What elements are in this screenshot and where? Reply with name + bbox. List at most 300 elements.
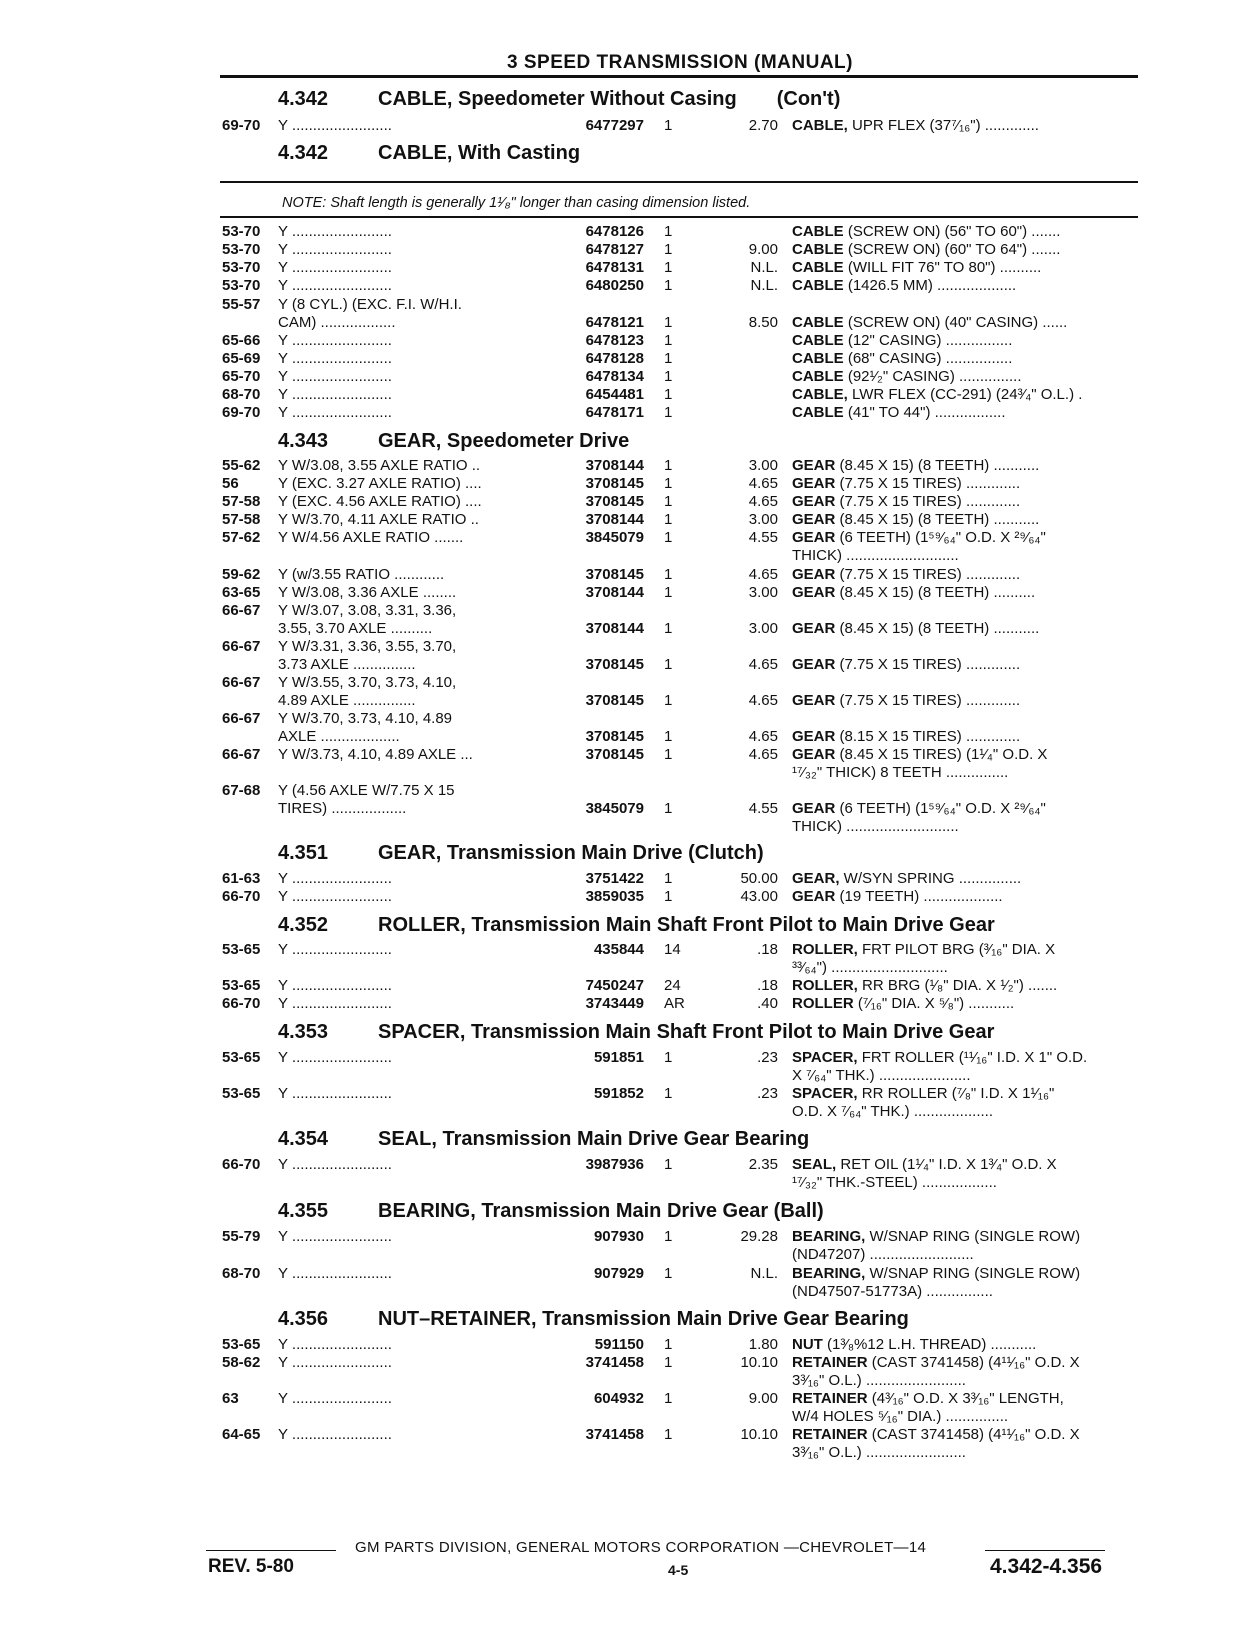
section-title: BEARING, Transmission Main Drive Gear (Ball) [378,1200,824,1222]
table-row [0,977,1248,995]
part-detail: UPR FLEX (37⁷⁄₁₆") ............. [847,117,1039,134]
part-description [792,959,1142,977]
part-detail: (6 TEETH) (1⁵⁹⁄₆₄" O.D. X ²⁹⁄₆₄" [835,529,1046,546]
part-number: 3708144 [585,511,644,528]
application: Y ........................ [278,870,392,887]
part-detail: W/SYN SPRING ............... [839,870,1022,887]
model-years: 55-79 [222,1228,261,1245]
table-row [0,1354,1248,1372]
table-row [0,728,1248,746]
part-name: GEAR [792,656,836,673]
section-heading [278,1308,909,1331]
application: Y W/3.31, 3.36, 3.55, 3.70, [278,638,457,655]
part-name: CABLE [792,223,844,240]
part-detail: (⁷⁄₁₆" DIA. X ⁵⁄₈") ........... [853,995,1015,1012]
application: TIRES) .................. [278,800,407,817]
part-description [792,584,1142,602]
section-title: ROLLER, Transmission Main Shaft Front Pilot to Main Drive Gear [378,914,995,936]
table-row [0,529,1248,547]
quantity: 1 [664,1265,673,1282]
application: Y (4.56 AXLE W/7.75 X 15 [278,782,455,799]
part-name: CABLE [792,332,844,349]
table-row [0,457,1248,475]
part-description [792,1156,1142,1174]
table-row [0,656,1248,674]
model-years: 57-62 [222,529,261,546]
quantity: AR [664,995,685,1012]
part-number: 3743449 [585,995,644,1012]
part-detail: (WILL FIT 76" TO 80") .......... [843,259,1042,276]
application: 3.73 AXLE ............... [278,656,416,673]
table-row [0,818,1248,836]
part-number: 6480250 [585,277,644,294]
model-years: 53-65 [222,1336,261,1353]
part-description [792,941,1142,959]
part-description [792,529,1142,547]
table-row [0,404,1248,422]
footer-rule-right [985,1550,1105,1551]
part-description [792,117,1142,135]
footer-page-number: 4-5 [668,1562,689,1578]
model-years: 53-70 [222,223,261,240]
price: 8.50 [748,314,778,331]
application: Y (w/3.55 RATIO ............ [278,566,445,583]
part-description [792,350,1142,368]
section-title: NUT–RETAINER, Transmission Main Drive Gear Bearing [378,1308,909,1330]
section-heading [278,88,840,111]
part-description [792,314,1142,332]
part-name: GEAR [792,457,836,474]
part-description [792,620,1142,638]
part-detail: (8.45 X 15 TIRES) (1¹⁄₄" O.D. X [835,746,1048,763]
price: N.L. [750,277,778,294]
footer-corp: GM PARTS DIVISION, GENERAL MOTORS CORPORATION —CHEVROLET—14 [355,1539,927,1556]
part-detail: 3³⁄₁₆" O.L.) ........................ [792,1444,966,1461]
application: AXLE ................... [278,728,400,745]
part-detail: (CAST 3741458) (4¹¹⁄₁₆" O.D. X [867,1354,1080,1371]
section-title: CABLE, With Casting [378,142,581,164]
model-years: 63 [222,1390,239,1407]
footer-rule-left [206,1550,336,1551]
part-number: 3708145 [585,493,644,510]
application: Y ........................ [278,1228,392,1245]
part-name: ROLLER [792,995,854,1012]
quantity: 1 [664,888,673,905]
part-description [792,566,1142,584]
application: Y ........................ [278,1156,392,1173]
part-detail: RR BRG (¹⁄₈" DIA. X ¹⁄₂") ....... [857,977,1058,994]
application: Y W/3.08, 3.36 AXLE ........ [278,584,457,601]
application: Y ........................ [278,1354,392,1371]
quantity: 1 [664,620,673,637]
table-row [0,475,1248,493]
section-title: CABLE, Speedometer Without Casing [378,88,737,110]
part-name: CABLE, [792,386,848,403]
shaft-length-note: NOTE: Shaft length is generally 1¹⁄₈" longer than casing dimension listed. [282,195,751,211]
part-description [792,692,1142,710]
application: Y (8 CYL.) (EXC. F.I. W/H.I. [278,296,462,313]
part-detail: (7.75 X 15 TIRES) ............. [835,475,1021,492]
price: 10.10 [740,1426,778,1443]
table-row [0,1408,1248,1426]
part-name: GEAR [792,511,836,528]
section-heading [278,1021,994,1044]
model-years: 68-70 [222,386,261,403]
part-name: CABLE, [792,117,848,134]
price: .23 [757,1085,778,1102]
model-years: 53-70 [222,259,261,276]
price: 4.65 [748,493,778,510]
part-description [792,475,1142,493]
part-number: 591150 [594,1336,644,1353]
table-row [0,332,1248,350]
part-number: 3708145 [585,746,644,763]
part-description [792,1408,1142,1426]
part-name: GEAR [792,584,836,601]
part-name: GEAR, [792,870,840,887]
quantity: 1 [664,259,673,276]
quantity: 14 [664,941,681,958]
part-number: 3845079 [585,800,644,817]
part-detail: FRT ROLLER (¹¹⁄₁₆" I.D. X 1" O.D. [857,1049,1088,1066]
table-row [0,764,1248,782]
price: 4.65 [748,746,778,763]
part-detail: (SCREW ON) (60" TO 64") ....... [843,241,1061,258]
part-number: 3708145 [585,728,644,745]
model-years: 65-66 [222,332,261,349]
part-detail: THICK) ........................... [792,547,959,564]
part-detail: (12" CASING) ................ [843,332,1013,349]
part-description [792,728,1142,746]
part-number: 3708145 [585,475,644,492]
part-name: CABLE [792,368,844,385]
part-description [792,656,1142,674]
table-row [0,995,1248,1013]
note-rule-top [220,181,1138,183]
part-detail: (19 TEETH) ................... [835,888,1003,905]
part-detail: (8.45 X 15) (8 TEETH) ........... [835,620,1040,637]
price: 4.55 [748,529,778,546]
model-years: 53-70 [222,241,261,258]
part-name: CABLE [792,277,844,294]
note-rule-bottom [220,216,1138,218]
application: Y ........................ [278,888,392,905]
part-description [792,746,1142,764]
part-description [792,547,1142,565]
price: 3.00 [748,584,778,601]
part-number: 6478128 [585,350,644,367]
quantity: 1 [664,1426,673,1443]
application: 4.89 AXLE ............... [278,692,416,709]
table-row [0,638,1248,656]
part-description [792,1390,1142,1408]
part-number: 3708144 [585,584,644,601]
section-number: 4.342 [278,142,329,164]
price: 10.10 [740,1354,778,1371]
section-number: 4.353 [278,1021,329,1043]
application: Y ........................ [278,1390,392,1407]
table-row [0,1426,1248,1444]
table-row [0,1085,1248,1103]
table-row [0,1265,1248,1283]
application: Y W/3.70, 4.11 AXLE RATIO .. [278,511,479,528]
part-description [792,1174,1142,1192]
part-number: 435844 [593,941,644,958]
part-detail: (68" CASING) ................ [843,350,1013,367]
part-detail: LWR FLEX (CC-291) (24³⁄₄" O.L.) . [847,386,1083,403]
table-row [0,746,1248,764]
part-description [792,223,1142,241]
part-detail: ¹⁷⁄₃₂" THK.-STEEL) .................. [792,1174,997,1191]
price: 9.00 [748,1390,778,1407]
part-description [792,1444,1142,1462]
application: Y W/3.73, 4.10, 4.89 AXLE ... [278,746,473,763]
table-row [0,1228,1248,1246]
table-row [0,602,1248,620]
section-title: SPACER, Transmission Main Shaft Front Pilot to Main Drive Gear [378,1021,995,1043]
part-name: GEAR [792,692,836,709]
footer-section-range: 4.342-4.356 [990,1555,1103,1578]
part-number: 591851 [593,1049,644,1066]
table-row [0,888,1248,906]
table-row [0,296,1248,314]
part-description [792,764,1142,782]
application: Y ........................ [278,1265,392,1282]
model-years: 69-70 [222,117,261,134]
price: 29.28 [740,1228,778,1245]
table-row [0,941,1248,959]
model-years: 64-65 [222,1426,261,1443]
part-name: RETAINER [792,1426,868,1443]
price: 50.00 [740,870,778,887]
part-number: 3708144 [585,620,644,637]
section-number: 4.352 [278,914,329,936]
part-detail: (8.45 X 15) (8 TEETH) ........... [835,511,1040,528]
section-number: 4.351 [278,842,329,864]
part-detail: (7.75 X 15 TIRES) ............. [835,493,1021,510]
application: Y ........................ [278,995,392,1012]
part-detail: W/SNAP RING (SINGLE ROW) [865,1265,1081,1282]
table-row [0,959,1248,977]
table-row [0,117,1248,135]
price: 43.00 [740,888,778,905]
part-number: 6478171 [585,404,644,421]
part-number: 604932 [593,1390,644,1407]
part-number: 6478127 [585,241,644,258]
quantity: 1 [664,241,673,258]
table-row [0,511,1248,529]
quantity: 1 [664,656,673,673]
part-description [792,818,1142,836]
application: Y ........................ [278,1085,392,1102]
quantity: 1 [664,475,673,492]
quantity: 1 [664,511,673,528]
section-continued: (Con't) [776,88,841,110]
price: 3.00 [748,511,778,528]
table-row [0,1246,1248,1264]
quantity: 1 [664,746,673,763]
price: 4.65 [748,728,778,745]
part-name: CABLE [792,314,844,331]
section-heading [278,1200,824,1223]
part-name: NUT [792,1336,823,1353]
table-row [0,800,1248,818]
application: Y ........................ [278,1336,392,1353]
part-number: 907929 [593,1265,644,1282]
page-title: 3 SPEED TRANSMISSION (MANUAL) [507,52,853,73]
part-name: ROLLER, [792,941,858,958]
table-row [0,241,1248,259]
part-name: GEAR [792,475,836,492]
table-row [0,223,1248,241]
model-years: 68-70 [222,1265,261,1282]
quantity: 1 [664,1354,673,1371]
part-name: GEAR [792,746,836,763]
price: 3.00 [748,620,778,637]
part-number: 6478134 [585,368,644,385]
price: .40 [757,995,778,1012]
price: 2.35 [748,1156,778,1173]
quantity: 1 [664,117,673,134]
part-description [792,1354,1142,1372]
application: Y W/3.07, 3.08, 3.31, 3.36, [278,602,457,619]
part-description [792,800,1142,818]
quantity: 1 [664,493,673,510]
price: 4.65 [748,692,778,709]
part-number: 6478131 [585,259,644,276]
part-description [792,1085,1142,1103]
model-years: 58-62 [222,1354,261,1371]
application: Y ........................ [278,1049,392,1066]
table-row [0,1336,1248,1354]
application: CAM) .................. [278,314,396,331]
model-years: 53-65 [222,1049,261,1066]
part-name: GEAR [792,800,836,817]
part-number: 3741458 [585,1426,644,1443]
part-detail: (CAST 3741458) (4¹¹⁄₁₆" O.D. X [867,1426,1080,1443]
application: Y ........................ [278,1426,392,1443]
part-detail: RET OIL (1¹⁄₄" I.D. X 1³⁄₄" O.D. X [836,1156,1057,1173]
application: Y ........................ [278,386,392,403]
quantity: 24 [664,977,681,994]
table-row [0,566,1248,584]
part-name: BEARING, [792,1265,866,1282]
price: .18 [757,941,778,958]
price: 4.65 [748,656,778,673]
application: Y ........................ [278,223,392,240]
part-detail: (1426.5 MM) ................... [843,277,1017,294]
application: Y (EXC. 4.56 AXLE RATIO) .... [278,493,482,510]
part-number: 3845079 [585,529,644,546]
part-detail: (6 TEETH) (1⁵⁹⁄₆₄" O.D. X ²⁹⁄₆₄" [835,800,1046,817]
part-name: GEAR [792,566,836,583]
quantity: 1 [664,1049,673,1066]
section-number: 4.342 [278,88,329,110]
section-title: SEAL, Transmission Main Drive Gear Bearing [378,1128,810,1150]
part-name: BEARING, [792,1228,866,1245]
price: 3.00 [748,457,778,474]
part-description [792,241,1142,259]
title-rule [220,75,1138,78]
part-description [792,1265,1142,1283]
part-detail: (7.75 X 15 TIRES) ............. [835,692,1021,709]
section-heading [278,1128,809,1151]
part-name: SPACER, [792,1085,858,1102]
section-heading [278,430,629,453]
part-description [792,404,1142,422]
model-years: 66-67 [222,710,261,727]
part-name: CABLE [792,350,844,367]
quantity: 1 [664,1390,673,1407]
part-number: 3987936 [585,1156,644,1173]
part-name: GEAR [792,888,836,905]
part-number: 591852 [593,1085,644,1102]
model-years: 53-65 [222,977,261,994]
price: 4.65 [748,475,778,492]
quantity: 1 [664,566,673,583]
part-detail: (8.45 X 15) (8 TEETH) .......... [835,584,1036,601]
model-years: 67-68 [222,782,261,799]
model-years: 57-58 [222,493,261,510]
part-description [792,368,1142,386]
table-row [0,314,1248,332]
part-detail: FRT PILOT BRG (³⁄₁₆" DIA. X [857,941,1056,958]
model-years: 66-67 [222,746,261,763]
table-row [0,386,1248,404]
application: Y ........................ [278,977,392,994]
application: Y ........................ [278,332,392,349]
quantity: 1 [664,692,673,709]
section-number: 4.355 [278,1200,329,1222]
section-number: 4.354 [278,1128,329,1150]
application: Y W/3.70, 3.73, 4.10, 4.89 [278,710,453,727]
part-detail: (7.75 X 15 TIRES) ............. [835,656,1021,673]
part-detail: (8.15 X 15 TIRES) ............. [835,728,1021,745]
part-detail: (SCREW ON) (40" CASING) ...... [843,314,1068,331]
table-row [0,692,1248,710]
model-years: 66-67 [222,602,261,619]
table-row [0,870,1248,888]
quantity: 1 [664,350,673,367]
model-years: 53-65 [222,1085,261,1102]
model-years: 65-70 [222,368,261,385]
footer-revision: REV. 5-80 [208,1556,294,1577]
quantity: 1 [664,368,673,385]
part-name: GEAR [792,493,836,510]
price: 4.55 [748,800,778,817]
part-description [792,977,1142,995]
part-name: RETAINER [792,1390,868,1407]
part-detail: (SCREW ON) (56" TO 60") ....... [843,223,1061,240]
part-detail: ³³⁄₆₄") ............................ [792,959,948,976]
part-description [792,1372,1142,1390]
model-years: 53-70 [222,277,261,294]
quantity: 1 [664,728,673,745]
application: Y ........................ [278,259,392,276]
part-number: 6477297 [585,117,644,134]
model-years: 66-67 [222,674,261,691]
part-description [792,1049,1142,1067]
quantity: 1 [664,457,673,474]
part-detail: THICK) ........................... [792,818,959,835]
price: 1.80 [748,1336,778,1353]
part-description [792,995,1142,1013]
part-description [792,1283,1142,1301]
part-name: CABLE [792,404,844,421]
application: Y ........................ [278,368,392,385]
table-row [0,259,1248,277]
table-row [0,493,1248,511]
